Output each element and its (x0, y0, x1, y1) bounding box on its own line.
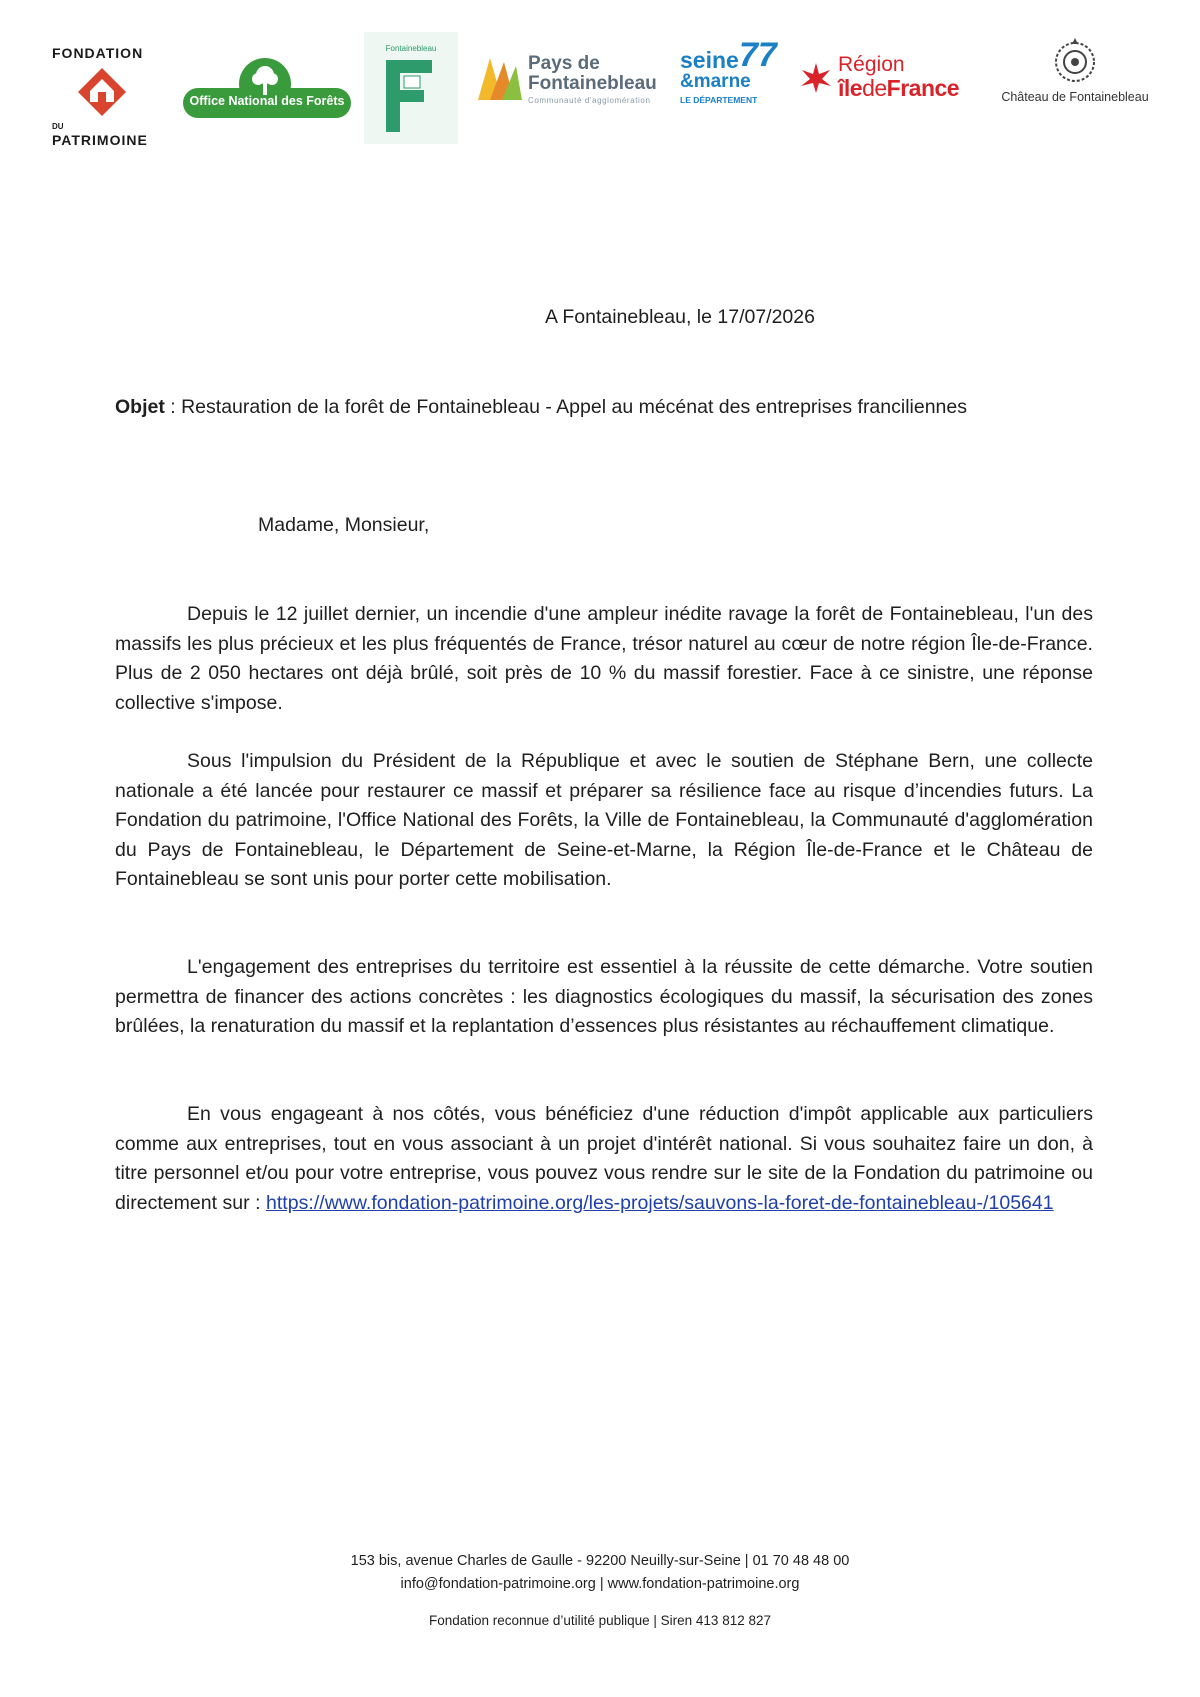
donation-link[interactable]: https://www.fondation-patrimoine.org/les-projets/sauvons-la-foret-de-fontainebleau-/105641 (266, 1191, 1054, 1214)
footer-contact: info@fondation-patrimoine.org | www.fondation-patrimoine.org (400, 1576, 800, 1592)
fondation-patrimoine-logo (50, 44, 160, 148)
fondation-house-icon (76, 66, 128, 118)
fondation-logo-text-middle: DU (52, 122, 64, 131)
ville-fontainebleau-logo (364, 32, 458, 144)
onf-label: Office National des Forêts (189, 94, 345, 108)
pays-logo-line3: Communauté d'agglomération (528, 96, 651, 105)
paragraph-1: Depuis le 12 juillet dernier, un incendie d'une ampleur inédite ravage la forêt de Fontainebleau, l'un des massifs les plus précieux et les plus fréquentés de France, trésor naturel au cœur de notre région Île-de-France. Plus de 2 050 hectares ont déjà brûlé, soit près de 10 % du massif forestier. Face à ce sinistre, une réponse collective s'impose. (115, 603, 1093, 714)
onf-logo (183, 58, 351, 122)
idf-ile: île (838, 75, 863, 101)
pays-logo-line1: Pays de (528, 53, 600, 74)
seine-et-marne-logo (680, 34, 780, 108)
idf-logo-line2 (838, 76, 959, 100)
ville-logo-small-text: Fontainebleau (385, 44, 437, 53)
region-idf-logo (800, 54, 980, 104)
chateau-emblem-icon (1051, 38, 1099, 86)
paragraph-3: L'engagement des entreprises du territoire est essentiel à la réussite de cette démarche. Votre soutien permettra de financer des actions concrètes : les diagnostics écologiques du massif, la sécurisation des zones brûlées, la renaturation du massif et la replantation d’essences plus résistantes au réchauffement climatique. (115, 956, 1093, 1037)
chateau-label: Château de Fontainebleau (1001, 90, 1149, 104)
letter-subject (115, 396, 967, 419)
pays-logo-line2: Fontainebleau (528, 73, 657, 94)
sem-logo-line2: &marne (680, 71, 751, 92)
star-icon (800, 62, 832, 94)
subject-label: Objet (115, 396, 165, 418)
sem-logo-line3: LE DÉPARTEMENT (680, 95, 758, 105)
fondation-logo-text-top: FONDATION (52, 45, 144, 61)
paragraph-4-text: En vous engageant à nos côtés, vous bénéficiez d'une réduction d'impôt applicable aux particuliers comme aux entreprises, tout en vous associant à un projet d'intérêt national. Si vous souhaitez faire un don, à titre personnel et/ou pour votre entreprise, vous pouvez vous rendre sur le site de la Fondation du patrimoine ou directement sur : (115, 1103, 1093, 1214)
footer-address: 153 bis, avenue Charles de Gaulle - 92200 Neuilly-sur-Seine | 01 70 48 48 00 (350, 1553, 850, 1569)
fondation-logo-text-bottom: PATRIMOINE (52, 132, 148, 148)
seventy-seven-icon (738, 34, 778, 74)
paragraph-4 (115, 1100, 1093, 1218)
paragraph-2: Sous l'impulsion du Président de la République et avec le soutien de Stéphane Bern, une collecte nationale a été lancée pour restaurer ce massif et préparer sa résilience face au risque d’incendies futurs. La Fondation du patrimoine, l'Office National des Forêts, la Ville de Fontainebleau, la Communauté d'agglomération du Pays de Fontainebleau, le Département de Seine-et-Marne, la Région Île-de-France et le Château de Fontainebleau se sont unis pour porter cette mobilisation. (115, 750, 1093, 890)
chateau-fontainebleau-logo (990, 38, 1160, 110)
idf-logo-line1: Région (838, 53, 905, 76)
idf-france: France (886, 75, 960, 101)
subject-text: : Restauration de la forêt de Fontainebleau - Appel au mécénat des entreprises franciliennes (164, 396, 968, 418)
pays-fontainebleau-logo (476, 52, 666, 110)
idf-de: de (862, 75, 887, 101)
tree-icon (249, 64, 281, 98)
letter-salutation: Madame, Monsieur, (258, 514, 430, 536)
pays-fontainebleau-leaf-icon (476, 54, 524, 102)
footer-legal: Fondation reconnue d’utilité publique | Siren 413 812 827 (428, 1613, 771, 1628)
letter-date: A Fontainebleau, le 17/07/2026 (545, 306, 815, 328)
sem-77-text: 77 (739, 36, 777, 74)
fontainebleau-f-icon (364, 52, 458, 144)
sem-logo-line1: seine (680, 47, 739, 73)
